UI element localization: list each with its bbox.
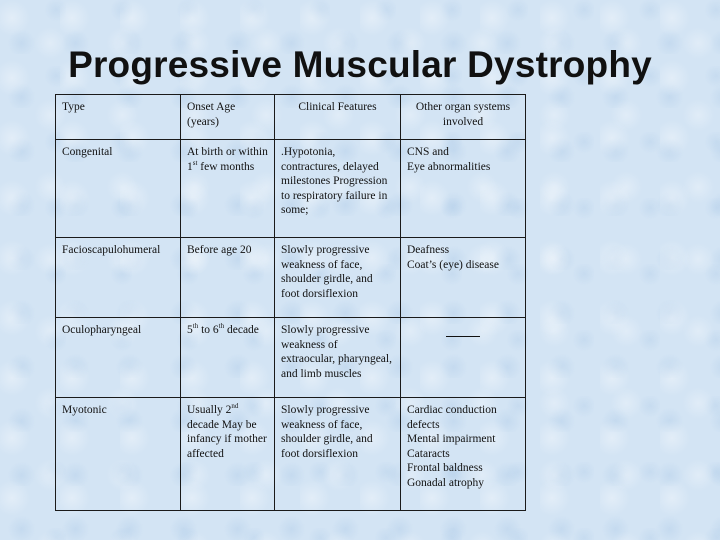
cell-onset: Usually 2nd decade May be infancy if mother affected (181, 398, 275, 511)
table-row-congenital (56, 140, 526, 238)
table-row-oculopharyngeal (56, 318, 526, 398)
header-type: Type (56, 95, 181, 140)
cell-type: Congenital (56, 140, 181, 238)
cell-features: .Hypotonia, contractures, delayed milestones Progression to respiratory failure in some; (275, 140, 401, 238)
dystrophy-table (55, 94, 526, 511)
slide-title: Progressive Muscular Dystrophy (68, 44, 652, 85)
cell-organs (401, 318, 526, 398)
cell-features: Slowly progressive weakness of face, shoulder girdle, and foot dorsiflexion (275, 238, 401, 318)
header-onset-age: Onset Age (years) (181, 95, 275, 140)
cell-features: Slowly progressive weakness of extraocular, pharyngeal, and limb muscles (275, 318, 401, 398)
table-header-row (56, 95, 526, 140)
cell-type: Oculopharyngeal (56, 318, 181, 398)
cell-organs: CNS and Eye abnormalities (401, 140, 526, 238)
cell-onset: 5th to 6th decade (181, 318, 275, 398)
header-clinical-features: Clinical Features (275, 95, 401, 140)
table-row-facioscapulohumeral (56, 238, 526, 318)
cell-type: Myotonic (56, 398, 181, 511)
cell-onset: Before age 20 (181, 238, 275, 318)
cell-features: Slowly progressive weakness of face, shoulder girdle, and foot dorsiflexion (275, 398, 401, 511)
header-other-organ-systems: Other organ systems involved (401, 95, 526, 140)
cell-type: Facioscapulohumeral (56, 238, 181, 318)
table-row-myotonic (56, 398, 526, 511)
cell-organs: Cardiac conduction defects Mental impairment Cataracts Frontal baldness Gonadal atrophy (401, 398, 526, 511)
cell-onset: At birth or within 1st few months (181, 140, 275, 238)
empty-dash (446, 335, 480, 337)
cell-organs: Deafness Coat’s (eye) disease (401, 238, 526, 318)
